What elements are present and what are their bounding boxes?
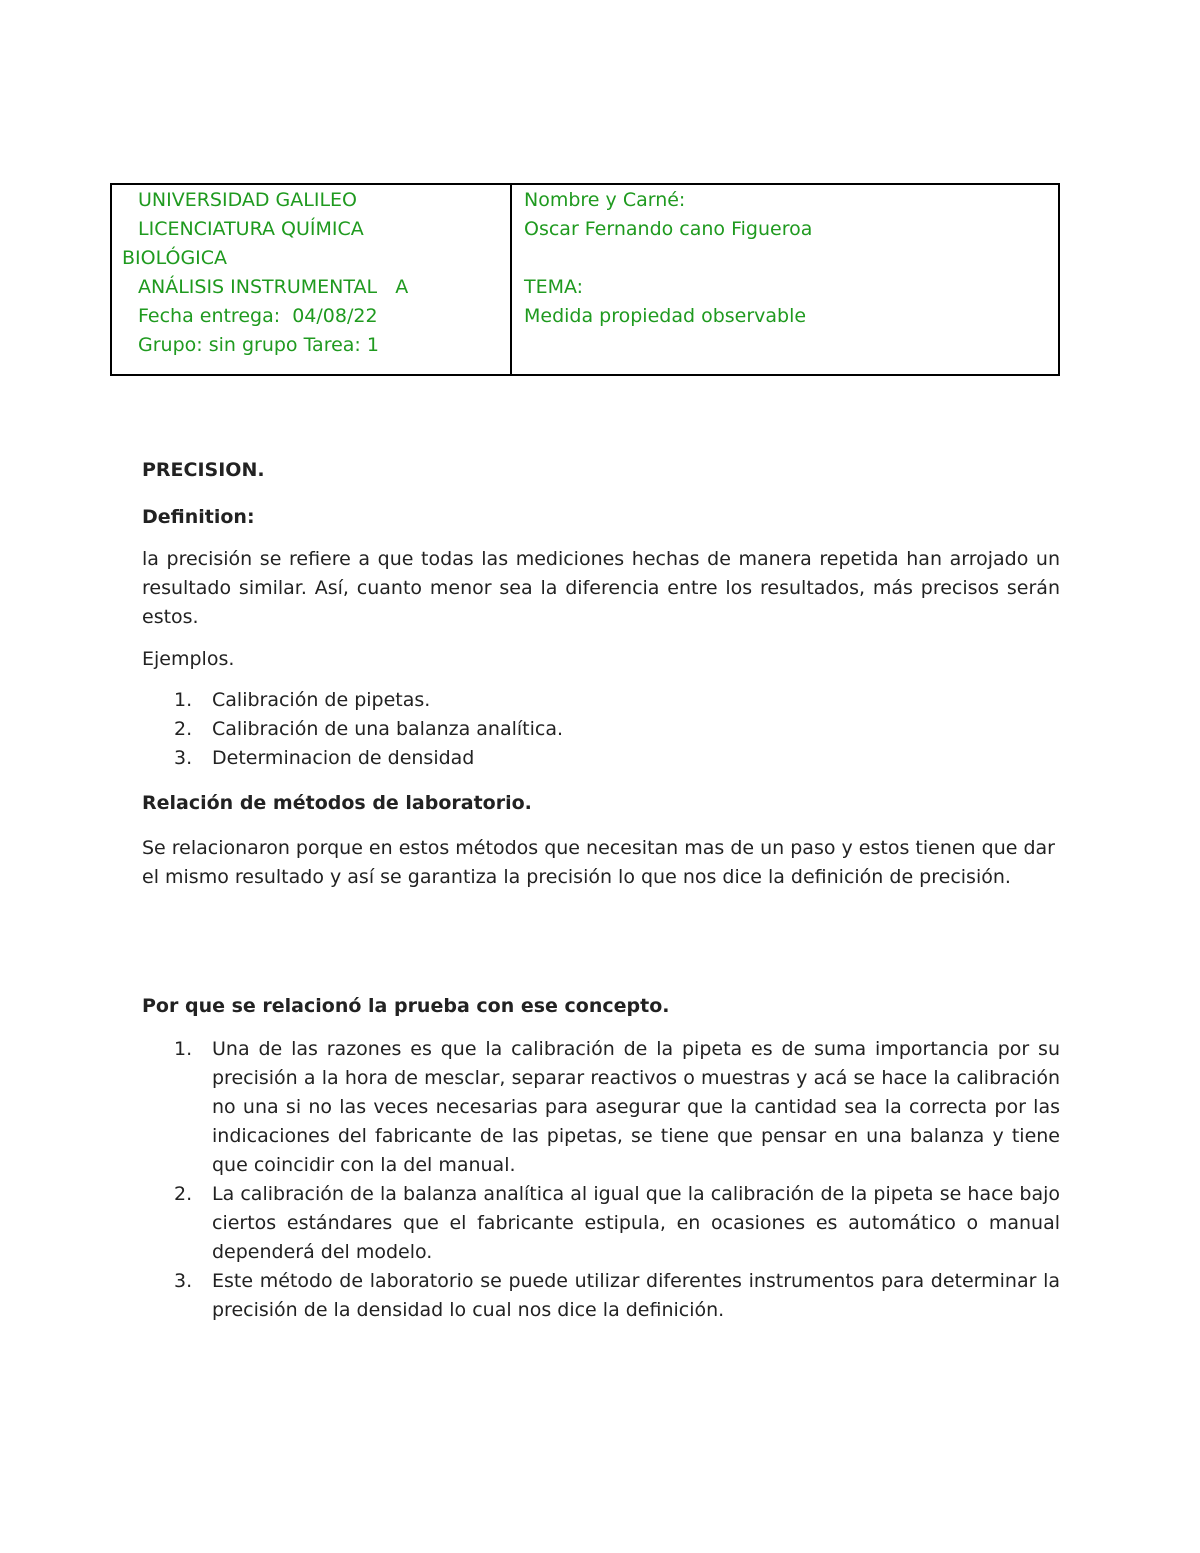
why-title: Por que se relacionó la prueba con ese concepto. [142,995,670,1017]
list-number: 3. [174,1270,193,1292]
list-text: La calibración de la balanza analítica al igual que la calibración de la pipeta se hace bajo ciertos estándares que el fabricante estipula, en ocasiones es automático o manual dependerá del modelo. [212,1183,1060,1263]
list-number: 2. [174,718,193,740]
examples-list [142,686,1060,773]
definition-text: la precisión se refiere a que todas las mediciones hechas de manera repetida han arrojado un resultado similar. Así, cuanto menor sea la diferencia entre los resultados, más precisos serán estos. [142,548,1060,628]
spacer [524,244,1058,273]
student-name: Oscar Fernando cano Figueroa [524,218,813,240]
university-name: UNIVERSIDAD GALILEO [138,189,358,211]
list-item [142,744,1060,773]
header-right-cell [512,185,1058,374]
list-text: Calibración de pipetas. [212,689,431,711]
list-text: Calibración de una balanza analítica. [212,718,564,740]
course-name: ANÁLISIS INSTRUMENTAL A [138,276,409,298]
degree-line-1: LICENCIATURA QUÍMICA [138,218,364,240]
relation-text: Se relacionaron porque en estos métodos que necesitan mas de un paso y estos tienen que dar el mismo resultado y así se garantiza la precisión lo que nos dice la definición de precisión. [142,837,1055,888]
list-item [142,1180,1060,1267]
list-text: Determinacion de densidad [212,747,475,769]
list-text: Una de las razones es que la calibración de la pipeta es de suma importancia por su precisión a la hora de mesclar, separar reactivos o muestras y acá se hace la calibración no una si no las veces necesarias para asegurar que la cantidad sea la correcta por las indicaciones del fabricante de las pipetas, se tiene que pensar en una balanza y tiene que coincidir con la del manual. [212,1038,1060,1176]
degree-line-2: BIOLÓGICA [122,247,228,269]
group-task: Grupo: sin grupo Tarea: 1 [138,334,379,356]
header-table [110,183,1060,376]
precision-title: PRECISION. [142,459,265,481]
list-item [142,1267,1060,1325]
list-text: Este método de laboratorio se puede utilizar diferentes instrumentos para determinar la precisión de la densidad lo cual nos dice la definición. [212,1270,1060,1321]
list-number: 1. [174,1038,193,1060]
relation-title: Relación de métodos de laboratorio. [142,792,532,814]
examples-label: Ejemplos. [142,648,235,670]
header-left-cell [112,185,512,374]
document-body [142,456,1060,1325]
name-label: Nombre y Carné: [524,189,686,211]
reasons-list [142,1035,1060,1325]
topic-value: Medida propiedad observable [524,305,807,327]
definition-label: Definition: [142,506,255,528]
list-number: 3. [174,747,193,769]
list-item [142,715,1060,744]
list-number: 2. [174,1183,193,1205]
list-number: 1. [174,689,193,711]
list-item [142,1035,1060,1180]
due-date: Fecha entrega: 04/08/22 [138,305,378,327]
list-item [142,686,1060,715]
topic-label: TEMA: [524,276,584,298]
